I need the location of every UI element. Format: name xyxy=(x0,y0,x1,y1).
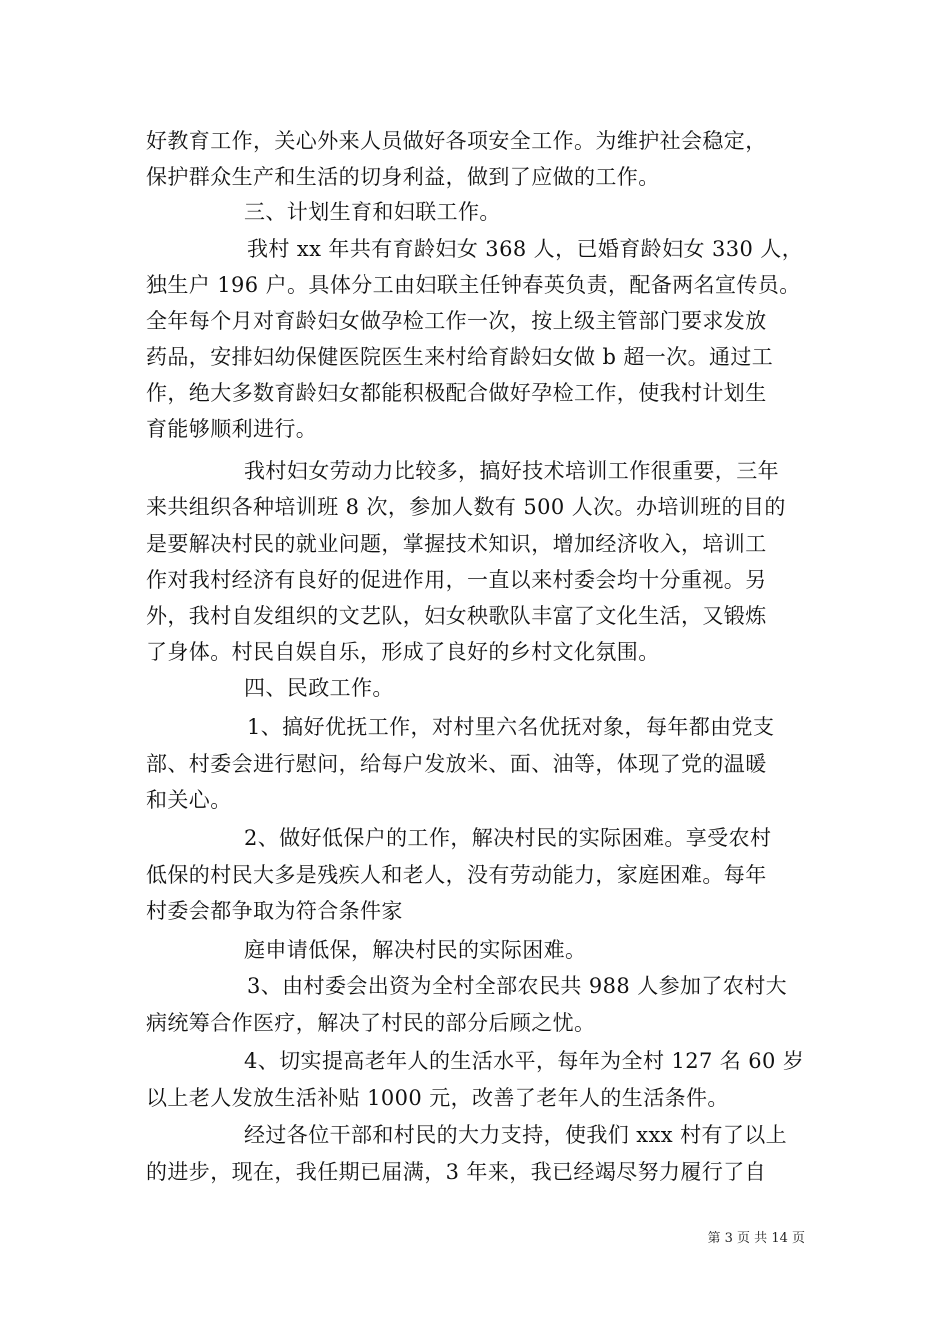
text-line: 病统筹合作医疗，解决了村民的部分后顾之忧。 xyxy=(146,1011,596,1035)
text-line: 以上老人发放生活补贴 1000 元，改善了老年人的生活条件。 xyxy=(146,1086,729,1110)
text-line: 部、村委会进行慰问，给每户发放米、面、油等，体现了党的温暖 xyxy=(146,752,767,776)
text-line: 好教育工作，关心外来人员做好各项安全工作。为维护社会稳定， xyxy=(146,129,767,153)
text-line: 保护群众生产和生活的切身利益，做到了应做的工作。 xyxy=(146,165,660,189)
text-line: 独生户 196 户。具体分工由妇联主任钟春英负责，配备两名宣传员。 xyxy=(146,273,801,297)
text-line: 是要解决村民的就业问题，掌握技术知识，增加经济收入，培训工 xyxy=(146,532,767,556)
text-line: 低保的村民大多是残疾人和老人，没有劳动能力，家庭困难。每年 xyxy=(146,863,767,887)
text-line: 经过各位干部和村民的大力支持，使我们 xxx 村有了以上 xyxy=(244,1123,788,1147)
text-line: 2、做好低保户的工作，解决村民的实际困难。享受农村 xyxy=(244,826,772,850)
text-line: 我村妇女劳动力比较多，搞好技术培训工作很重要，三年 xyxy=(244,459,779,483)
text-line: 4、切实提高老年人的生活水平，每年为全村 127 名 60 岁 xyxy=(244,1049,805,1073)
text-line: 和关心。 xyxy=(146,788,232,812)
text-line: 作，绝大多数育龄妇女都能积极配合做好孕检工作，使我村计划生 xyxy=(146,381,767,405)
text-line: 的进步，现在，我任期已届满，3 年来，我已经竭尽努力履行了自 xyxy=(146,1160,767,1184)
text-line: 了身体。村民自娱自乐，形成了良好的乡村文化氛围。 xyxy=(146,640,660,664)
text-line: 庭申请低保，解决村民的实际困难。 xyxy=(244,938,587,962)
text-line: 药品，安排妇幼保健医院医生来村给育龄妇女做 b 超一次。通过工 xyxy=(146,345,774,369)
text-line: 全年每个月对育龄妇女做孕检工作一次，按上级主管部门要求发放 xyxy=(146,309,767,333)
text-line: 村委会都争取为符合条件家 xyxy=(146,899,403,923)
text-line: 来共组织各种培训班 8 次，参加人数有 500 人次。办培训班的目的 xyxy=(146,495,786,519)
text-line: 我村 xx 年共有育龄妇女 368 人，已婚育龄妇女 330 人， xyxy=(247,237,804,261)
text-line: 育能够顺利进行。 xyxy=(146,417,318,441)
text-line: 1、搞好优抚工作，对村里六名优抚对象，每年都由党支 xyxy=(247,715,775,739)
section-heading: 三、计划生育和妇联工作。 xyxy=(244,200,501,224)
page-number: 第 3 页 共 14 页 xyxy=(707,1231,805,1246)
section-heading: 四、民政工作。 xyxy=(244,676,394,700)
text-line: 外，我村自发组织的文艺队，妇女秧歌队丰富了文化生活，又锻炼 xyxy=(146,604,767,628)
text-line: 3、由村委会出资为全村全部农民共 988 人参加了农村大 xyxy=(247,974,787,998)
text-line: 作对我村经济有良好的促进作用，一直以来村委会均十分重视。另 xyxy=(146,568,767,592)
